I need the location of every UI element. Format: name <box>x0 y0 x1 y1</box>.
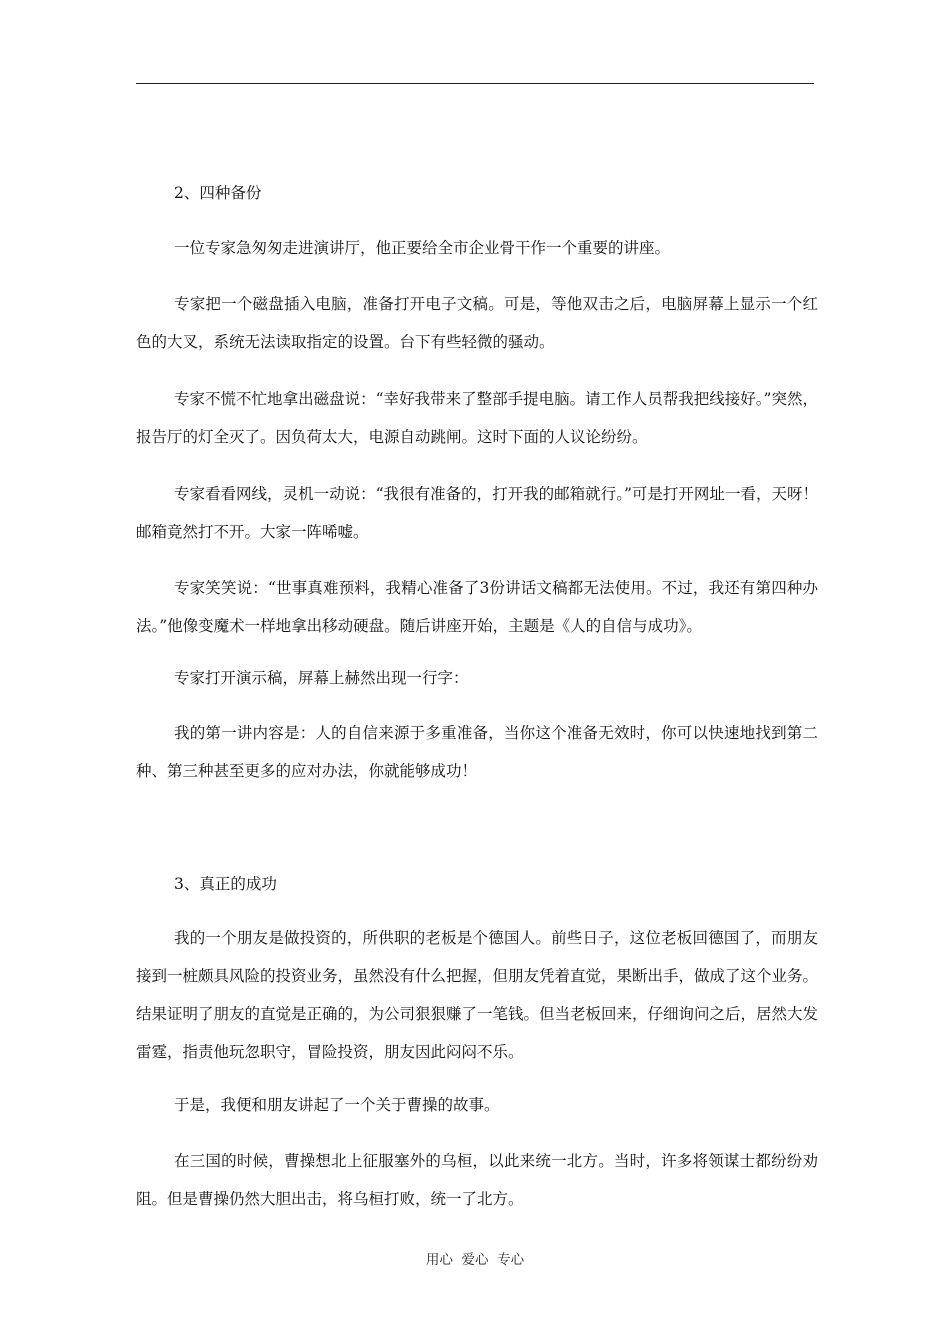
paragraph: 一位专家急匆匆走进演讲厅，他正要给全市企业骨干作一个重要的讲座。 <box>174 239 671 257</box>
paragraph: 于是，我便和朋友讲起了一个关于曹操的故事。 <box>174 1096 500 1114</box>
paragraph: 我的第一讲内容是：人的自信来源于多重准备，当你这个准备无效时，你可以快速地找到第二种、第三种甚至更多的应对办法，你就能够成功！ <box>136 724 818 780</box>
paragraph: 专家打开演示稿，屏幕上赫然出现一行字： <box>174 669 469 687</box>
paragraph: 专家把一个磁盘插入电脑，准备打开电子文稿。可是，等他双击之后，电脑屏幕上显示一个红色的大叉，系统无法读取指定的设置。台下有些轻微的骚动。 <box>136 295 818 351</box>
page-footer: 用心 爱心 专心 <box>425 1252 525 1268</box>
paragraph: 在三国的时候，曹操想北上征服塞外的乌桓，以此来统一北方。当时，许多将领谋士都纷纷劝阻。但是曹操仍然大胆出击，将乌桓打败，统一了北方。 <box>136 1152 818 1208</box>
paragraph: 我的一个朋友是做投资的，所供职的老板是个德国人。前些日子，这位老板回德国了，而朋友接到一桩颇具风险的投资业务，虽然没有什么把握，但朋友凭着直觉，果断出手，做成了这个业务。结果证明了朋友的直觉是正确的，为公司狠狠赚了一笔钱。但当老板回来，仔细询问之后，居然大发雷霆，指责他玩忽职守，冒险投资，朋友因此闷闷不乐。 <box>136 929 819 1061</box>
paragraph: 专家笑笑说：“世事真难预料，我精心准备了3份讲话文稿都无法使用。不过，我还有第四种办法。”他像变魔术一样地拿出移动硬盘。随后讲座开始，主题是《人的自信与成功》。 <box>136 579 818 635</box>
header-rule <box>136 83 814 84</box>
paragraph: 专家看看网线，灵机一动说：“我很有准备的，打开我的邮箱就行。”可是打开网址一看，天呀！邮箱竟然打不开。大家一阵唏嘘。 <box>136 485 818 541</box>
section-heading: 2、四种备份 <box>174 184 262 202</box>
paragraph: 专家不慌不忙地拿出磁盘说：“幸好我带来了整部手提电脑。请工作人员帮我把线接好。”突然，报告厅的灯全灭了。因负荷太大，电源自动跳闸。这时下面的人议论纷纷。 <box>136 390 818 446</box>
section-heading: 3、真正的成功 <box>174 875 277 893</box>
